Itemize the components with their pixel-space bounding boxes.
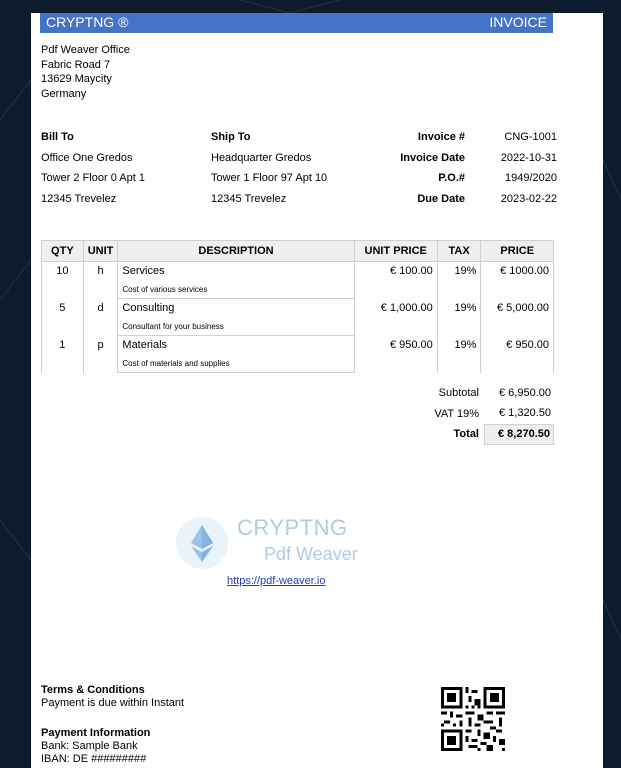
col-qty: QTY bbox=[42, 241, 84, 262]
table-row bbox=[42, 336, 554, 355]
due-date: 2023-02-22 bbox=[500, 192, 557, 205]
logo-word-primary: CRYPTNG bbox=[237, 515, 348, 540]
cell-item-name: Services bbox=[118, 262, 354, 281]
line-items-table bbox=[41, 240, 554, 373]
col-unit: UNIT bbox=[83, 241, 118, 262]
logo-circle bbox=[176, 517, 228, 569]
meta-row bbox=[331, 127, 557, 148]
document-title: INVOICE bbox=[489, 14, 547, 30]
sender-line: Pdf Weaver Office bbox=[41, 44, 130, 56]
total-label: Total bbox=[453, 428, 479, 441]
sender-line: Fabric Road 7 bbox=[41, 58, 111, 71]
terms-block bbox=[41, 684, 184, 710]
invoice-number: CNG-1001 bbox=[504, 131, 557, 143]
table-row bbox=[42, 299, 554, 318]
cell-tax: 19% bbox=[437, 336, 481, 373]
sender-line: 13629 Maycity bbox=[41, 73, 112, 85]
cell-item-detail: Cost of various services bbox=[118, 280, 354, 299]
invoice-header-bar bbox=[40, 13, 553, 33]
cell-qty: 5 bbox=[42, 299, 84, 336]
total-value: € 8,270.50 bbox=[484, 424, 554, 445]
cell-item-detail: Consultant for your business bbox=[118, 317, 354, 336]
cell-unit: d bbox=[83, 299, 118, 336]
invoice-page bbox=[31, 13, 603, 768]
meta-row bbox=[331, 168, 557, 189]
table-header-row bbox=[42, 241, 554, 262]
cell-price: € 1000.00 bbox=[481, 262, 554, 299]
col-price: PRICE bbox=[481, 241, 554, 262]
col-unit-price: UNIT PRICE bbox=[354, 241, 437, 262]
qr-code-icon bbox=[441, 687, 505, 751]
ship-to-line: 12345 Trevelez bbox=[211, 192, 287, 205]
terms-text: Payment is due within Instant bbox=[41, 697, 185, 709]
cell-item-name: Consulting bbox=[118, 299, 354, 318]
invoice-meta bbox=[331, 127, 557, 209]
ship-to-block bbox=[211, 127, 327, 209]
col-description: DESCRIPTION bbox=[118, 241, 354, 262]
col-tax: TAX bbox=[437, 241, 481, 262]
cell-unit-price: € 1,000.00 bbox=[354, 299, 437, 336]
ship-to-line: Headquarter Gredos bbox=[211, 151, 312, 164]
subtotal-value: € 6,950.00 bbox=[499, 386, 551, 399]
cell-item-name: Materials bbox=[118, 336, 354, 355]
terms-heading: Terms & Conditions bbox=[41, 684, 145, 696]
meta-label: Invoice Date bbox=[400, 151, 465, 164]
sender-address bbox=[41, 43, 130, 101]
vat-row bbox=[391, 404, 554, 425]
subtotal-label: Subtotal bbox=[438, 387, 479, 400]
payment-heading: Payment Information bbox=[41, 727, 151, 739]
cell-item-detail: Cost of materials and supplies bbox=[118, 354, 354, 373]
vat-label: VAT 19% bbox=[434, 407, 479, 420]
total-row bbox=[391, 424, 554, 445]
cell-unit: p bbox=[83, 336, 118, 373]
bill-to-line: 12345 Trevelez bbox=[41, 192, 117, 205]
sender-line: Germany bbox=[41, 87, 87, 100]
cell-qty: 10 bbox=[42, 262, 84, 299]
payment-iban: IBAN: DE ######### bbox=[41, 753, 147, 765]
cell-qty: 1 bbox=[42, 336, 84, 373]
table-row bbox=[42, 262, 554, 281]
company-logo bbox=[176, 515, 376, 573]
bill-to-line: Office One Gredos bbox=[41, 151, 133, 164]
payment-block bbox=[41, 727, 150, 766]
meta-row bbox=[331, 148, 557, 169]
ship-to-line: Tower 1 Floor 97 Apt 10 bbox=[211, 172, 328, 184]
invoice-date: 2022-10-31 bbox=[500, 151, 557, 164]
ethereum-diamond-icon bbox=[176, 517, 228, 569]
vat-value: € 1,320.50 bbox=[499, 407, 551, 420]
bill-to-line: Tower 2 Floor 0 Apt 1 bbox=[41, 172, 145, 184]
cell-tax: 19% bbox=[437, 299, 481, 336]
logo-word-secondary: Pdf Weaver bbox=[264, 544, 358, 564]
subtotal-row bbox=[391, 383, 554, 404]
meta-label: P.O.# bbox=[438, 172, 465, 184]
meta-label: Invoice # bbox=[417, 131, 465, 143]
ship-to-heading: Ship To bbox=[211, 131, 251, 143]
bill-to-block bbox=[41, 127, 145, 209]
website-link[interactable]: https://pdf-weaver.io bbox=[227, 575, 326, 587]
cell-unit-price: € 950.00 bbox=[354, 336, 437, 373]
cell-price: € 5,000.00 bbox=[481, 299, 554, 336]
cell-unit-price: € 100.00 bbox=[354, 262, 437, 299]
brand-name: CRYPTNG ® bbox=[46, 14, 129, 30]
meta-label: Due Date bbox=[417, 192, 465, 205]
bill-to-heading: Bill To bbox=[41, 131, 74, 143]
totals-block bbox=[391, 383, 554, 445]
cell-price: € 950.00 bbox=[481, 336, 554, 373]
po-number: 1949/2020 bbox=[505, 172, 557, 184]
cell-unit: h bbox=[83, 262, 118, 299]
cell-tax: 19% bbox=[437, 262, 481, 299]
meta-row bbox=[331, 189, 557, 210]
payment-bank: Bank: Sample Bank bbox=[41, 740, 138, 752]
